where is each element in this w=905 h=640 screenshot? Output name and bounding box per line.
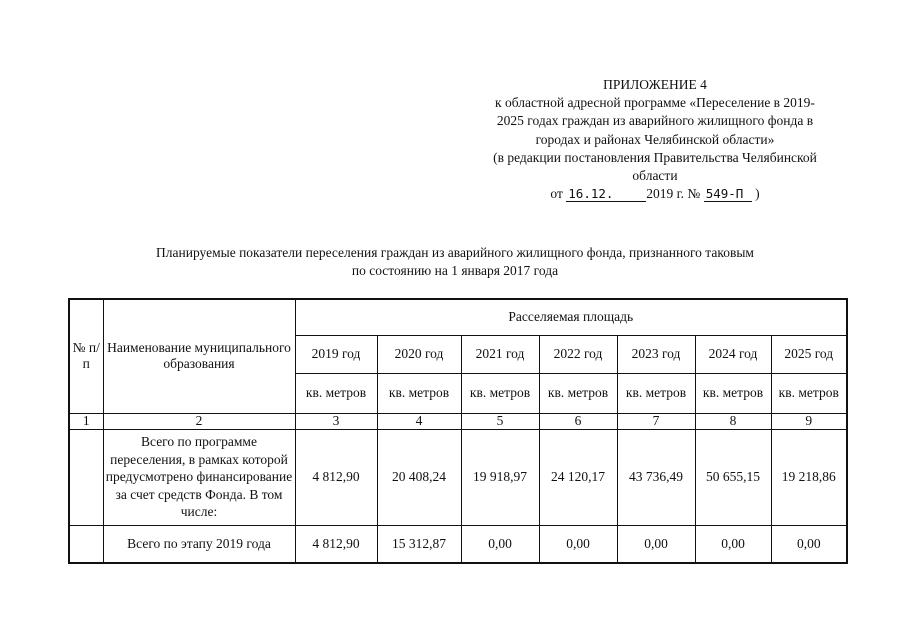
year-header: 2023 год xyxy=(617,335,695,373)
col-header-number: № п/п xyxy=(69,299,103,413)
unit-header: кв. метров xyxy=(617,373,695,413)
resolution-date: 16.12. xyxy=(566,187,646,202)
table-row xyxy=(69,525,847,563)
year-header: 2022 год xyxy=(539,335,617,373)
sig-suffix: ) xyxy=(755,186,760,202)
unit-header: кв. метров xyxy=(461,373,539,413)
column-number: 8 xyxy=(695,413,771,429)
column-number: 3 xyxy=(295,413,377,429)
column-number: 6 xyxy=(539,413,617,429)
table-row xyxy=(69,429,847,525)
area-value: 19 918,97 xyxy=(461,429,539,525)
year-header: 2020 год xyxy=(377,335,461,373)
area-value: 0,00 xyxy=(617,525,695,563)
area-value: 4 812,90 xyxy=(295,429,377,525)
resolution-signature-line xyxy=(460,185,850,203)
column-number: 2 xyxy=(103,413,295,429)
year-header: 2021 год xyxy=(461,335,539,373)
area-value: 20 408,24 xyxy=(377,429,461,525)
municipality-name: Всего по этапу 2019 года xyxy=(103,525,295,563)
area-value: 15 312,87 xyxy=(377,525,461,563)
appendix-line-1: к областной адресной программе «Переселение в 2019- xyxy=(495,95,815,111)
column-number: 1 xyxy=(69,413,103,429)
area-value: 43 736,49 xyxy=(617,429,695,525)
area-value: 0,00 xyxy=(539,525,617,563)
area-value: 24 120,17 xyxy=(539,429,617,525)
resettlement-table xyxy=(68,298,848,564)
column-number: 9 xyxy=(771,413,847,429)
unit-header: кв. метров xyxy=(295,373,377,413)
year-header: 2025 год xyxy=(771,335,847,373)
area-value: 0,00 xyxy=(771,525,847,563)
appendix-title: ПРИЛОЖЕНИЕ 4 xyxy=(603,77,707,92)
appendix-header xyxy=(460,76,850,203)
sig-prefix: от xyxy=(550,186,563,202)
column-number: 7 xyxy=(617,413,695,429)
caption-line-2: по состоянию на 1 января 2017 года xyxy=(351,263,559,278)
row-number xyxy=(69,429,103,525)
caption-line-1: Планируемые показатели переселения граждан из аварийного жилищного фонда, признанного таковым xyxy=(156,245,754,260)
municipality-name: Всего по программе переселения, в рамках которой предусмотрено финансирование за счет средств Фонда. В том числе: xyxy=(103,429,295,525)
resolution-year: 2019 г. № xyxy=(646,186,701,202)
unit-header: кв. метров xyxy=(539,373,617,413)
column-number: 5 xyxy=(461,413,539,429)
appendix-line-3: городах и районах Челябинской области» xyxy=(535,131,775,147)
appendix-line-4: (в редакции постановления Правительства Челябинской xyxy=(493,149,817,165)
column-number: 4 xyxy=(377,413,461,429)
area-value: 4 812,90 xyxy=(295,525,377,563)
year-header: 2024 год xyxy=(695,335,771,373)
unit-header: кв. метров xyxy=(695,373,771,413)
area-value: 0,00 xyxy=(461,525,539,563)
col-header-area: Расселяемая площадь xyxy=(295,299,847,335)
col-header-name: Наименование муниципального образования xyxy=(103,299,295,413)
year-header: 2019 год xyxy=(295,335,377,373)
row-number xyxy=(69,525,103,563)
appendix-line-2: 2025 годах граждан из аварийного жилищного фонда в xyxy=(496,113,814,129)
area-value: 50 655,15 xyxy=(695,429,771,525)
table-caption xyxy=(100,244,810,280)
appendix-line-5: области xyxy=(632,168,678,184)
unit-header: кв. метров xyxy=(377,373,461,413)
resolution-number: 549-П xyxy=(704,187,752,202)
unit-header: кв. метров xyxy=(771,373,847,413)
area-value: 19 218,86 xyxy=(771,429,847,525)
area-value: 0,00 xyxy=(695,525,771,563)
